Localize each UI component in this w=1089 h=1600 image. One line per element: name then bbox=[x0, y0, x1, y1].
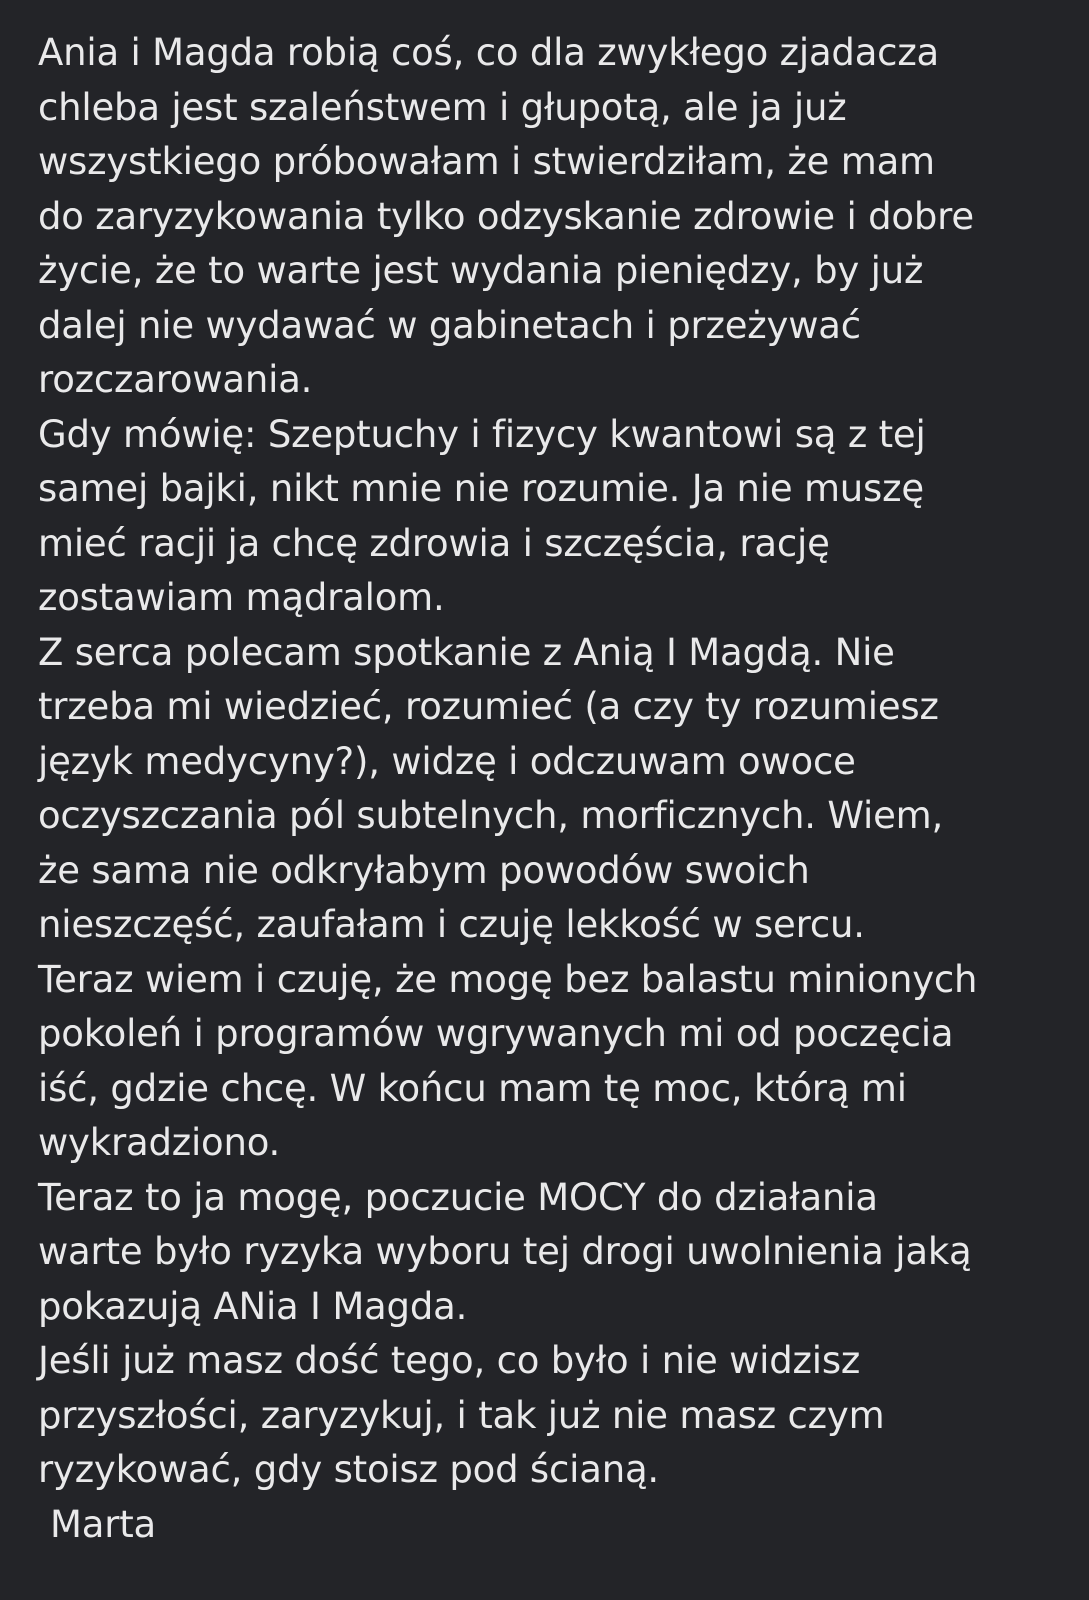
post-text bbox=[38, 26, 1058, 1552]
post-line: Gdy mówię: Szeptuchy i fizycy kwantowi są z tej bbox=[38, 412, 926, 456]
post-line: pokazują ANia I Magda. bbox=[38, 1284, 468, 1328]
post-line: przyszłości, zaryzykuj, i tak już nie masz czym bbox=[38, 1393, 885, 1437]
post-line: dalej nie wydawać w gabinetach i przeżywać bbox=[38, 303, 861, 347]
post-line: język medycyny?), widzę i odczuwam owoce bbox=[38, 739, 856, 783]
post-line: iść, gdzie chcę. W końcu mam tę moc, którą mi bbox=[38, 1066, 907, 1110]
post-line: zostawiam mądralom. bbox=[38, 576, 445, 619]
post-line: chleba jest szaleństwem i głupotą, ale ja już bbox=[38, 85, 847, 129]
post-line: samej bajki, nikt mnie nie rozumie. Ja nie muszę bbox=[38, 467, 924, 510]
post-line: że sama nie odkryłabym powodów swoich bbox=[38, 848, 810, 892]
post-line: wszystkiego próbowałam i stwierdziłam, że mam bbox=[38, 140, 935, 183]
post-line: pokoleń i programów wgrywanych mi od poczęcia bbox=[38, 1012, 954, 1055]
post-line: Jeśli już masz dość tego, co było i nie widzisz bbox=[38, 1339, 861, 1382]
post-line: nieszczęść, zaufałam i czuję lekkość w sercu. bbox=[38, 903, 865, 946]
post-line: Ania i Magda robią coś, co dla zwykłego zjadacza bbox=[38, 31, 940, 74]
post-line: rozczarowania. bbox=[38, 358, 313, 401]
post-line: ryzykować, gdy stoisz pod ścianą. bbox=[38, 1448, 659, 1491]
post-line: Z serca polecam spotkanie z Anią I Magdą. Nie bbox=[38, 630, 895, 674]
post-line: życie, że to warte jest wydania pieniędzy, by już bbox=[38, 249, 924, 292]
post-line: Teraz wiem i czuję, że mogę bez balastu minionych bbox=[38, 957, 978, 1001]
post-line: warte było ryzyka wyboru tej drogi uwolnienia jaką bbox=[38, 1230, 972, 1273]
post-line: Teraz to ja mogę, poczucie MOCY do działania bbox=[38, 1175, 878, 1219]
post-line: mieć racji ja chcę zdrowia i szczęścia, rację bbox=[38, 521, 830, 565]
post-line: wykradziono. bbox=[38, 1121, 281, 1164]
signature: Marta bbox=[50, 1502, 156, 1546]
post-line: trzeba mi wiedzieć, rozumieć (a czy ty rozumiesz bbox=[38, 685, 939, 728]
post-line: oczyszczania pól subtelnych, morficznych. Wiem, bbox=[38, 794, 944, 837]
post-line: do zaryzykowania tylko odzyskanie zdrowie i dobre bbox=[38, 194, 974, 238]
